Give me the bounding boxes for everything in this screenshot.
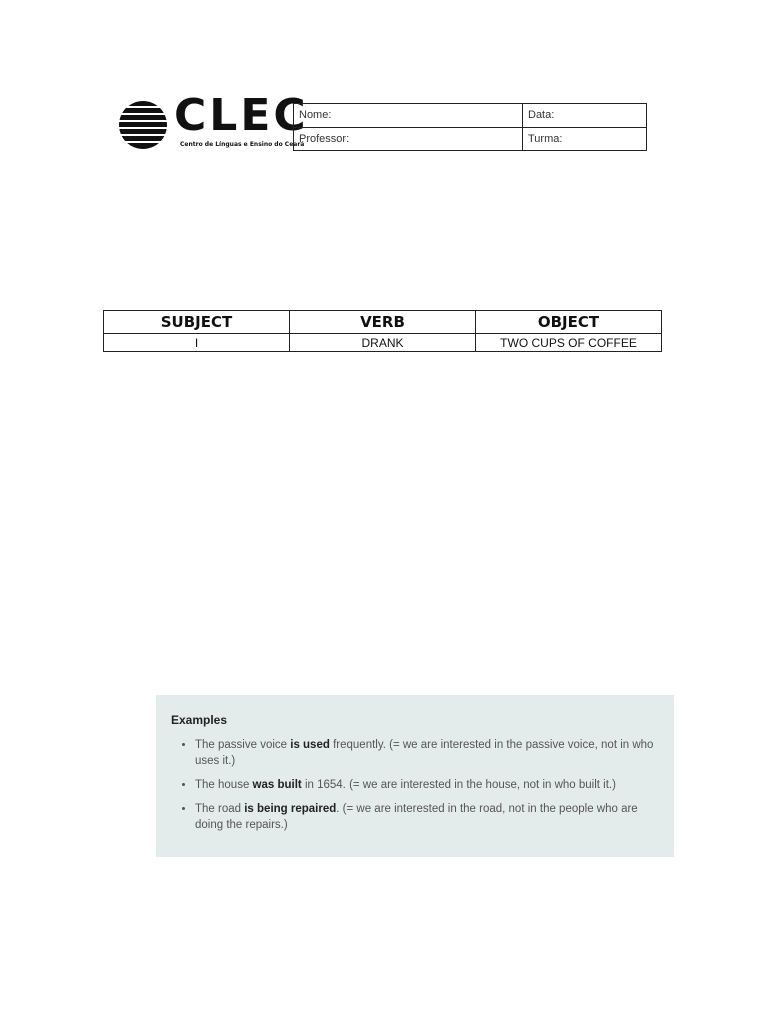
example-text: frequently. (= we are interested in the passive voice, not in who uses it.) bbox=[195, 739, 654, 767]
subject-cell: I bbox=[104, 334, 290, 352]
date-field[interactable] bbox=[523, 104, 647, 128]
subject-header: SUBJECT bbox=[104, 311, 290, 334]
examples-title: Examples bbox=[171, 713, 228, 727]
student-info-table bbox=[293, 103, 647, 151]
list-item bbox=[195, 777, 660, 793]
name-label: Nome: bbox=[299, 109, 332, 122]
example-text: The road bbox=[195, 803, 245, 815]
clec-logo bbox=[118, 90, 309, 156]
svo-header-row bbox=[104, 311, 662, 334]
striped-globe-icon bbox=[118, 100, 168, 150]
list-item bbox=[195, 737, 660, 769]
examples-list bbox=[171, 737, 660, 833]
name-field[interactable] bbox=[294, 104, 523, 128]
example-bold-verb: is used bbox=[290, 739, 330, 751]
example-text: . (= we are interested in the road, not in the people who are doing the repairs.) bbox=[195, 803, 638, 831]
example-text: The house bbox=[195, 779, 253, 791]
logo-tagline: Centro de Línguas e Ensino do Ceará bbox=[180, 141, 305, 148]
example-text: The passive voice bbox=[195, 739, 291, 751]
list-item bbox=[195, 801, 660, 833]
example-text: in 1654. (= we are interested in the house, not in who built it.) bbox=[301, 779, 616, 791]
verb-cell: DRANK bbox=[290, 334, 476, 352]
examples-box bbox=[156, 695, 674, 857]
teacher-label: Professor: bbox=[299, 132, 350, 145]
verb-header: VERB bbox=[290, 311, 476, 334]
table-row bbox=[104, 334, 662, 352]
svo-table bbox=[103, 310, 662, 352]
date-label: Data: bbox=[528, 109, 555, 122]
class-label: Turma: bbox=[528, 132, 563, 145]
example-bold-verb: is being repaired bbox=[244, 803, 337, 815]
object-header: OBJECT bbox=[476, 311, 662, 334]
example-bold-verb: was built bbox=[252, 779, 302, 791]
logo-wordmark: CLEC bbox=[174, 90, 309, 141]
teacher-field[interactable] bbox=[294, 127, 523, 151]
object-cell: TWO CUPS OF COFFEE bbox=[476, 334, 662, 352]
class-field[interactable] bbox=[523, 127, 647, 151]
